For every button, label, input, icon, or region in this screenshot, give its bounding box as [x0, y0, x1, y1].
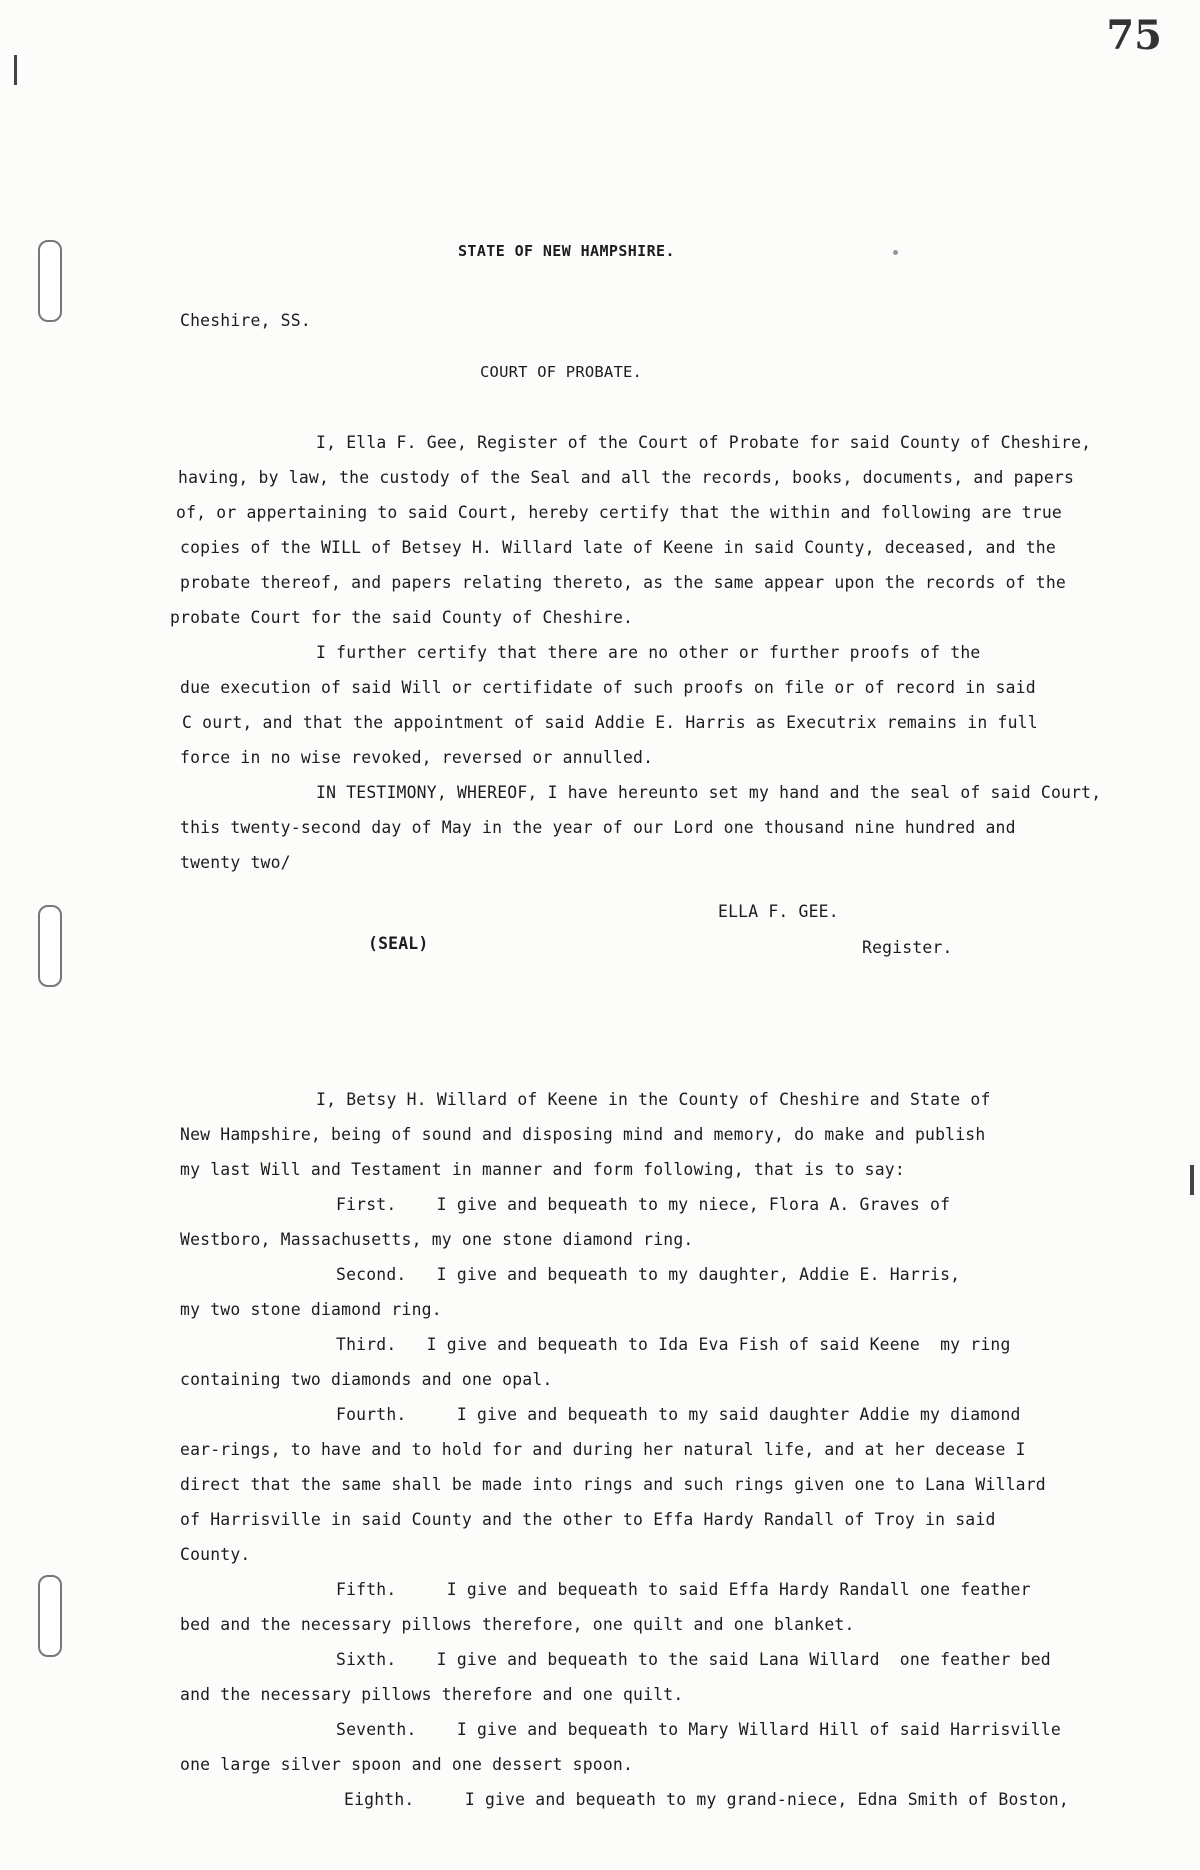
cert-para3-line: twenty two/ [180, 853, 291, 872]
cert-para1-line: probate thereof, and papers relating thereto, as the same appear upon the records of the [180, 573, 1066, 592]
seal-mark: (SEAL) [368, 934, 429, 953]
signature-name: ELLA F. GEE. [718, 902, 839, 921]
cert-para2-line: I further certify that there are no other or further proofs of the [316, 643, 981, 662]
margin-mark [14, 55, 17, 85]
county-line: Cheshire, SS. [180, 311, 311, 330]
cert-para3-line: IN TESTIMONY, WHEREOF, I have hereunto set my hand and the seal of said Court, [316, 783, 1102, 802]
will-fourth-line: Fourth. I give and bequeath to my said daughter Addie my diamond [336, 1405, 1021, 1424]
cert-para1-line: probate Court for the said County of Cheshire. [170, 608, 634, 627]
cert-para2-line: force in no wise revoked, reversed or annulled. [180, 748, 654, 767]
signature-title: Register. [862, 938, 953, 957]
will-fifth-line: Fifth. I give and bequeath to said Effa Hardy Randall one feather [336, 1580, 1031, 1599]
cert-para2-line: C ourt, and that the appointment of said Addie E. Harris as Executrix remains in full [182, 713, 1038, 732]
cert-para3-line: this twenty-second day of May in the year of our Lord one thousand nine hundred and [180, 818, 1016, 837]
cert-para1-line: having, by law, the custody of the Seal and all the records, books, documents, and papers [178, 468, 1075, 487]
will-fifth-line: bed and the necessary pillows therefore, one quilt and one blanket. [180, 1615, 855, 1634]
will-second-line: my two stone diamond ring. [180, 1300, 442, 1319]
cert-para1-line: of, or appertaining to said Court, hereby certify that the within and following are true [176, 503, 1062, 522]
cert-para2-line: due execution of said Will or certifidate of such proofs on file or of record in said [180, 678, 1036, 697]
cert-para1-line: I, Ella F. Gee, Register of the Court of Probate for said County of Cheshire, [316, 433, 1092, 452]
speck [893, 250, 898, 255]
will-third-line: Third. I give and bequeath to Ida Eva Fish of said Keene my ring [336, 1335, 1011, 1354]
court-heading: COURT OF PROBATE. [480, 363, 643, 381]
will-sixth-line: Sixth. I give and bequeath to the said Lana Willard one feather bed [336, 1650, 1051, 1669]
cert-para1-line: copies of the WILL of Betsey H. Willard late of Keene in said County, deceased, and the [180, 538, 1056, 557]
page-number: 75 [1106, 12, 1162, 59]
will-second-line: Second. I give and bequeath to my daughter, Addie E. Harris, [336, 1265, 961, 1284]
will-seventh-line: Seventh. I give and bequeath to Mary Willard Hill of said Harrisville [336, 1720, 1061, 1739]
will-fourth-line: County. [180, 1545, 251, 1564]
margin-mark [1190, 1165, 1194, 1195]
will-intro-line: I, Betsy H. Willard of Keene in the County of Cheshire and State of [316, 1090, 991, 1109]
binder-hole-top [38, 240, 62, 322]
will-eighth-line: Eighth. I give and bequeath to my grand-niece, Edna Smith of Boston, [344, 1790, 1069, 1809]
will-third-line: containing two diamonds and one opal. [180, 1370, 553, 1389]
will-seventh-line: one large silver spoon and one dessert spoon. [180, 1755, 634, 1774]
will-sixth-line: and the necessary pillows therefore and one quilt. [180, 1685, 684, 1704]
will-first-line: First. I give and bequeath to my niece, Flora A. Graves of [336, 1195, 951, 1214]
will-fourth-line: of Harrisville in said County and the other to Effa Hardy Randall of Troy in said [180, 1510, 996, 1529]
will-intro-line: New Hampshire, being of sound and disposing mind and memory, do make and publish [180, 1125, 986, 1144]
will-intro-line: my last Will and Testament in manner and form following, that is to say: [180, 1160, 905, 1179]
will-first-line: Westboro, Massachusetts, my one stone diamond ring. [180, 1230, 694, 1249]
binder-hole-middle [38, 905, 62, 987]
will-fourth-line: ear-rings, to have and to hold for and during her natural life, and at her decease I [180, 1440, 1026, 1459]
state-heading: STATE OF NEW HAMPSHIRE. [458, 242, 675, 260]
binder-hole-bottom [38, 1575, 62, 1657]
will-fourth-line: direct that the same shall be made into rings and such rings given one to Lana Willard [180, 1475, 1046, 1494]
